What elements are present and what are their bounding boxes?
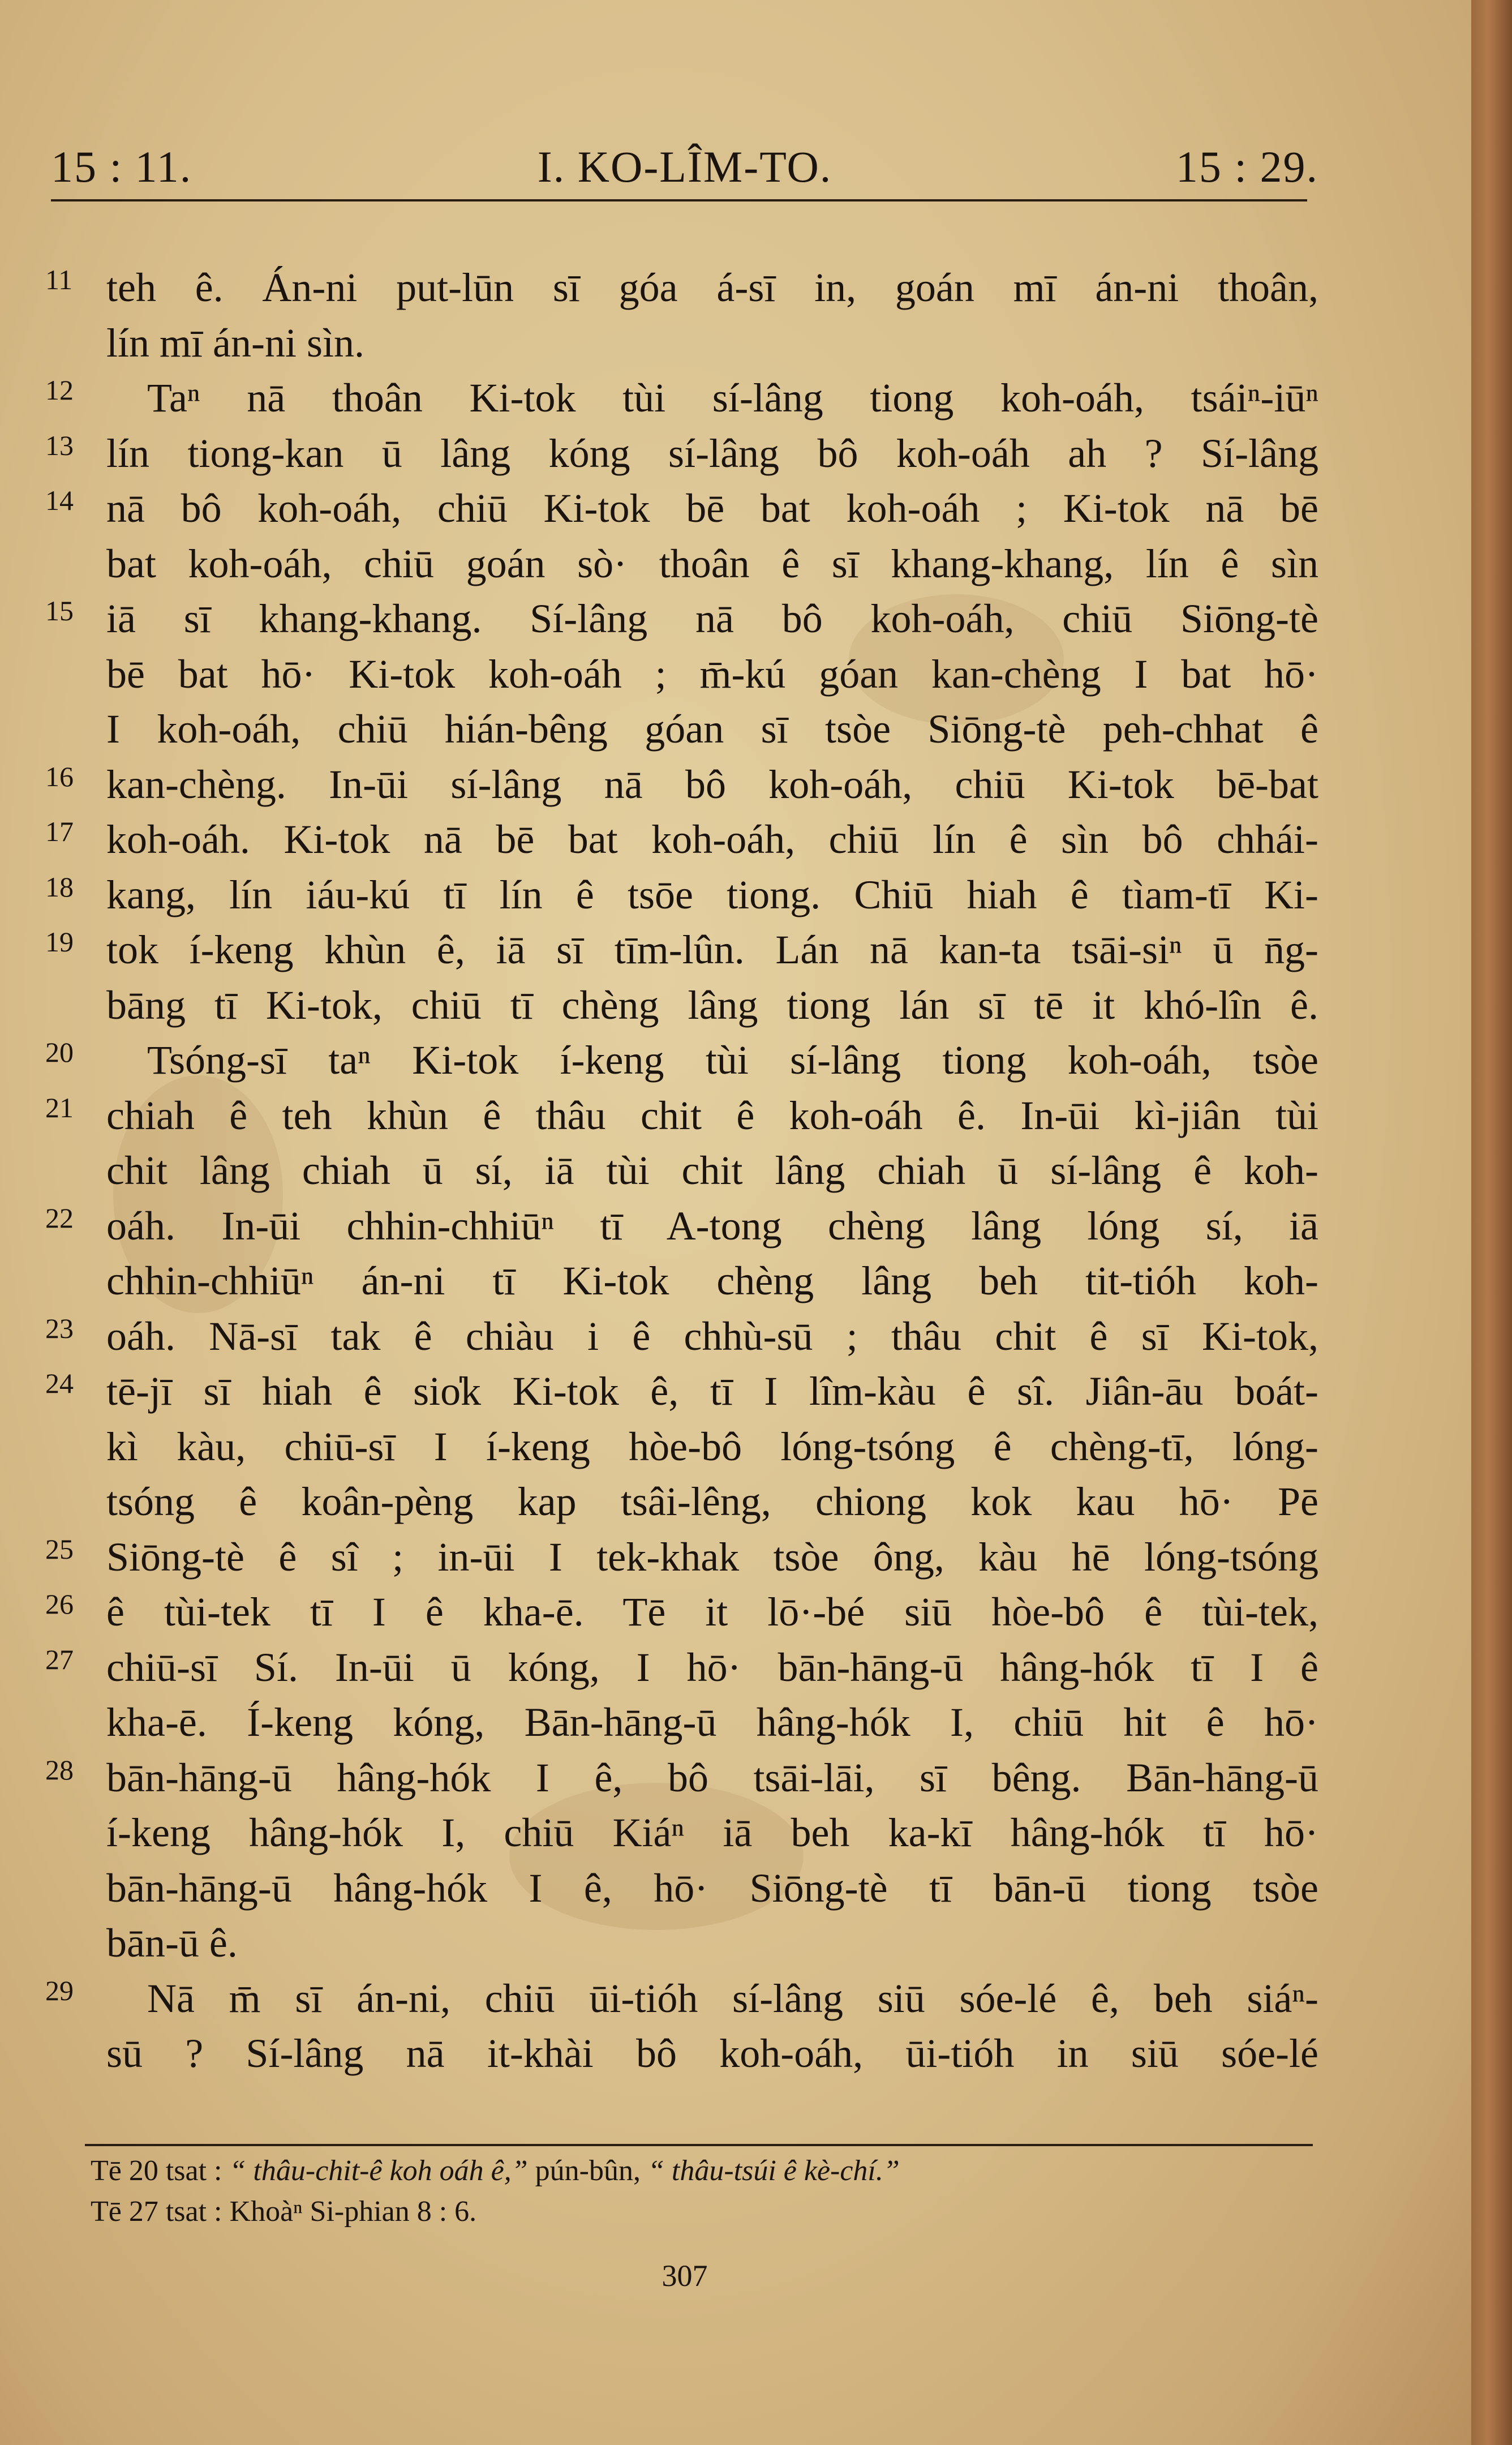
running-head — [51, 136, 1318, 204]
line-text: Siōng-tè ê sî ; in-ūi I tek-khak tsòe ông, kàu hē lóng-tsóng — [106, 1534, 1318, 1580]
text-line — [45, 1143, 1318, 1199]
line-text: bat koh-oáh, chiū goán sò· thoân ê sī khang-khang, lín ê sìn — [106, 541, 1318, 586]
book-edge — [1471, 0, 1512, 2445]
line-text: chiah ê teh khùn ê thâu chit ê koh-oáh ê. In-ūi kì-jiân tùi — [106, 1092, 1318, 1138]
verse-number: 11 — [45, 264, 73, 295]
footnote-mid: pún-bûn, — [535, 2155, 641, 2187]
text-line — [45, 923, 1318, 978]
text-line — [45, 1088, 1318, 1144]
footnote-rule — [85, 2144, 1313, 2146]
text-line — [45, 1033, 1318, 1088]
footnotes — [91, 2151, 1307, 2232]
text-line — [45, 537, 1318, 592]
running-head-left: 15 : 11. — [51, 142, 192, 191]
text-line — [45, 1254, 1318, 1309]
text-line — [45, 757, 1318, 813]
line-text: chiū-sī Sí. In-ūi ū kóng, I hō· bān-hāng-ū hâng-hók tī I ê — [106, 1644, 1318, 1690]
line-text: nā bô koh-oáh, chiū Ki-tok bē bat koh-oáh ; Ki-tok nā bē — [106, 486, 1318, 531]
text-line — [45, 1971, 1318, 2027]
page-number: 307 — [662, 2259, 708, 2293]
line-text: Taⁿ nā thoân Ki-tok tùi sí-lâng tiong koh-oáh, tsáiⁿ-iūⁿ — [147, 375, 1318, 421]
verse-number: 13 — [45, 429, 74, 461]
text-line — [45, 868, 1318, 923]
footnote-quote: Khoàⁿ Si-phian 8 : 6. — [229, 2195, 477, 2228]
text-line — [45, 1751, 1318, 1806]
verse-number: 20 — [45, 1036, 74, 1068]
footnote-label: Tē 27 tsat : — [91, 2195, 222, 2228]
verse-number: 27 — [45, 1643, 74, 1675]
line-text: lín mī án-ni sìn. — [106, 320, 364, 366]
verse-number: 19 — [45, 926, 74, 958]
text-line — [45, 702, 1318, 757]
footnote — [91, 2191, 1307, 2232]
verse-number: 25 — [45, 1533, 74, 1565]
verse-number: 21 — [45, 1091, 74, 1123]
text-line — [45, 591, 1318, 647]
text-line — [45, 1474, 1318, 1530]
text-line — [45, 1199, 1318, 1254]
verse-number: 14 — [45, 484, 74, 516]
verse-number: 12 — [45, 374, 74, 406]
line-text: oáh. In-ūi chhin-chhiūⁿ tī A-tong chèng lâng lóng sí, iā — [106, 1203, 1318, 1249]
line-text: kì kàu, chiū-sī I í-keng hòe-bô lóng-tsóng ê chèng-tī, lóng- — [106, 1423, 1318, 1469]
text-line — [45, 1916, 1318, 1971]
verse-number: 18 — [45, 870, 74, 903]
line-text: bān-hāng-ū hâng-hók I ê, hō· Siōng-tè tī bān-ū tiong tsòe — [106, 1865, 1318, 1911]
line-text: í-keng hâng-hók I, chiū Kiáⁿ iā beh ka-kī hâng-hók tī hō· — [106, 1810, 1318, 1855]
verse-number: 23 — [45, 1312, 74, 1344]
header-rule — [51, 199, 1307, 201]
line-text: bāng tī Ki-tok, chiū tī chèng lâng tiong lán sī tē it khó-lîn ê. — [106, 982, 1318, 1028]
text-line — [45, 260, 1318, 316]
verse-number: 24 — [45, 1367, 74, 1399]
line-text: Nā m̄ sī án-ni, chiū ūi-tióh sí-lâng siū sóe-lé ê, beh siáⁿ- — [147, 1975, 1318, 2021]
line-text: teh ê. Án-ni put-lūn sī góa á-sī in, goán mī án-ni thoân, — [106, 265, 1318, 310]
text-line — [45, 316, 1318, 371]
footnote-quote: “ thâu-chit-ê koh oáh ê,” — [229, 2155, 528, 2187]
line-text: bān-hāng-ū hâng-hók I ê, bô tsāi-lāi, sī bêng. Bān-hāng-ū — [106, 1755, 1318, 1800]
text-line — [45, 1585, 1318, 1640]
text-line — [45, 1530, 1318, 1585]
line-text: I koh-oáh, chiū hián-bêng góan sī tsòe Siōng-tè peh-chhat ê — [106, 706, 1318, 752]
text-line — [45, 371, 1318, 426]
footnote-alt: “ thâu-tsúi ê kè-chí.” — [647, 2155, 900, 2187]
verse-number: 16 — [45, 760, 74, 792]
footnote-label: Tē 20 tsat : — [91, 2155, 222, 2187]
text-line — [45, 1309, 1318, 1365]
verse-number: 17 — [45, 816, 74, 847]
line-text: tsóng ê koân-pèng kap tsâi-lêng, chiong kok kau hō· Pē — [106, 1479, 1318, 1524]
verse-number: 29 — [45, 1974, 74, 2006]
text-line — [45, 1861, 1318, 1916]
line-text: Tsóng-sī taⁿ Ki-tok í-keng tùi sí-lâng tiong koh-oáh, tsòe — [147, 1037, 1318, 1083]
line-text: kan-chèng. In-ūi sí-lâng nā bô koh-oáh, chiū Ki-tok bē-bat — [106, 761, 1318, 807]
line-text: bē bat hō· Ki-tok koh-oáh ; m̄-kú góan kan-chèng I bat hō· — [106, 651, 1318, 697]
verse-number: 15 — [45, 595, 74, 627]
line-text: kha-ē. Í-keng kóng, Bān-hāng-ū hâng-hók I, chiū hit ê hō· — [106, 1700, 1318, 1745]
verse-number: 28 — [45, 1753, 74, 1786]
text-line — [45, 481, 1318, 537]
running-head-right: 15 : 29. — [1175, 142, 1318, 191]
body-text — [45, 260, 1318, 2082]
text-line — [45, 1364, 1318, 1419]
line-text: tē-jī sī hiah ê sio̍k Ki-tok ê, tī I lîm-kàu ê sî. Jiân-āu boát- — [106, 1369, 1318, 1414]
line-text: kang, lín iáu-kú tī lín ê tsōe tiong. Chiū hiah ê tìam-tī Ki- — [106, 872, 1318, 917]
text-line — [45, 1419, 1318, 1475]
line-text: bān-ū ê. — [106, 1920, 238, 1966]
text-line — [45, 1640, 1318, 1696]
line-text: oáh. Nā-sī tak ê chiàu i ê chhù-sū ; thâu chit ê sī Ki-tok, — [106, 1313, 1318, 1359]
line-text: ê tùi-tek tī I ê kha-ē. Tē it lō·-bé siū hòe-bô ê tùi-tek, — [106, 1589, 1318, 1635]
text-line — [45, 426, 1318, 482]
text-line — [45, 812, 1318, 868]
line-text: chit lâng chiah ū sí, iā tùi chit lâng chiah ū sí-lâng ê koh- — [106, 1148, 1318, 1193]
text-line — [45, 2026, 1318, 2082]
text-line — [45, 978, 1318, 1033]
line-text: lín tiong-kan ū lâng kóng sí-lâng bô koh-oáh ah ? Sí-lâng — [106, 430, 1318, 476]
line-text: sū ? Sí-lâng nā it-khài bô koh-oáh, ūi-tióh in siū sóe-lé — [106, 2031, 1318, 2076]
line-text: tok í-keng khùn ê, iā sī tīm-lûn. Lán nā kan-ta tsāi-siⁿ ū n̄g- — [106, 927, 1318, 972]
text-line — [45, 647, 1318, 702]
verse-number: 26 — [45, 1588, 74, 1620]
running-head-title: I. KO-LÎM-TO. — [537, 142, 832, 191]
footnote — [91, 2151, 1307, 2191]
line-text: koh-oáh. Ki-tok nā bē bat koh-oáh, chiū lín ê sìn bô chhái- — [106, 817, 1318, 862]
text-line — [45, 1695, 1318, 1751]
line-text: iā sī khang-khang. Sí-lâng nā bô koh-oáh, chiū Siōng-tè — [106, 596, 1318, 641]
text-line — [45, 1805, 1318, 1861]
line-text: chhin-chhiūⁿ án-ni tī Ki-tok chèng lâng beh tit-tióh koh- — [106, 1258, 1318, 1303]
verse-number: 22 — [45, 1202, 74, 1234]
